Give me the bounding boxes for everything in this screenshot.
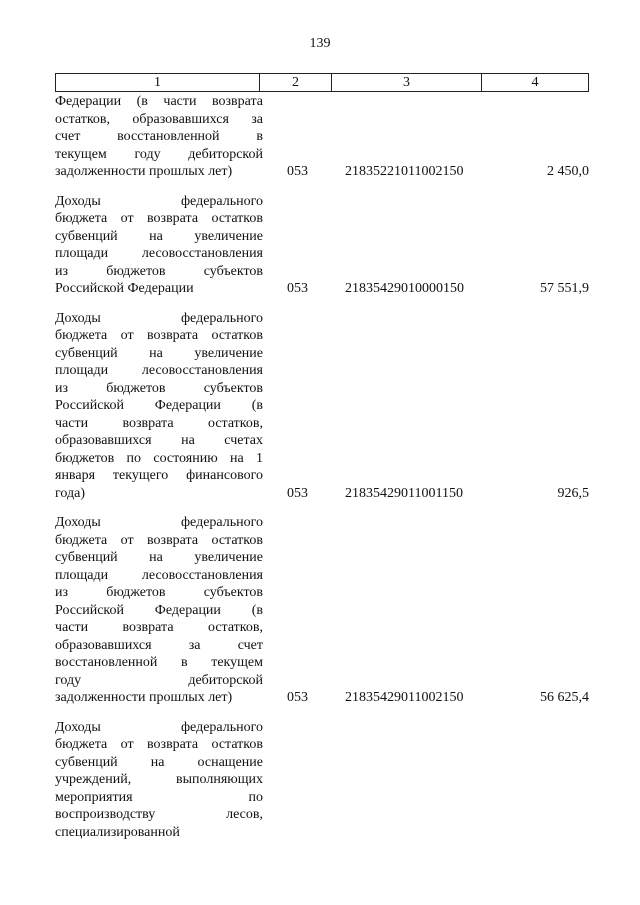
- column-header-1: 1: [56, 74, 260, 92]
- description-line: образовавшихся за счет: [55, 637, 263, 653]
- description-line: Российской Федерации (в: [55, 602, 263, 618]
- description-line: году дебиторской: [55, 672, 263, 688]
- description-line: мероприятия по: [55, 789, 263, 805]
- description-line: субвенций на увеличение: [55, 550, 263, 565]
- column-header-2: 2: [260, 74, 332, 92]
- row-description: [55, 514, 263, 707]
- budget-classification-code: 21835221011002150: [345, 164, 464, 179]
- row-description: [55, 719, 263, 842]
- description-line: бюджета от возврата остатков: [55, 532, 263, 548]
- column-header-4: 4: [482, 74, 589, 92]
- table-row: [55, 514, 589, 707]
- description-line: из бюджетов субъектов: [55, 380, 263, 396]
- description-last-line: задолженности прошлых лет): [55, 690, 233, 705]
- budget-classification-code: 21835429011002150: [345, 690, 464, 705]
- description-line: Доходы федерального: [55, 719, 263, 735]
- admin-code: 053: [287, 281, 308, 296]
- budget-classification-code: 21835429011001150: [345, 485, 463, 501]
- column-header-table: [55, 73, 589, 92]
- description-line: бюджета от возврата остатков: [55, 328, 263, 343]
- table-row: [55, 719, 589, 842]
- description-last-line: специализированной: [55, 824, 180, 840]
- description-last-line: Российской Федерации: [55, 281, 194, 296]
- table-row: [55, 93, 589, 181]
- amount: 2 450,0: [547, 164, 589, 179]
- description-line: текущем году дебиторской: [55, 146, 263, 162]
- description-line: из бюджетов субъектов: [55, 585, 263, 600]
- amount: 56 625,4: [540, 690, 589, 705]
- admin-code: 053: [287, 485, 308, 501]
- page-number: 139: [309, 36, 331, 51]
- description-line: Доходы федерального: [55, 310, 263, 326]
- description-line: остатков, образовавшихся за: [55, 111, 263, 127]
- description-line: части возврата остатков,: [55, 620, 263, 635]
- description-last-line: задолженности прошлых лет): [55, 164, 233, 179]
- description-line: бюджета от возврата остатков: [55, 737, 263, 752]
- description-line: части возврата остатков,: [55, 415, 263, 431]
- description-line: из бюджетов субъектов: [55, 263, 263, 279]
- description-line: учреждений, выполняющих: [55, 772, 263, 787]
- description-last-line: года): [55, 485, 85, 501]
- description-line: воспроизводству лесов,: [55, 807, 263, 822]
- column-header-3: 3: [332, 74, 482, 92]
- budget-rows: [55, 93, 589, 853]
- row-description: [55, 310, 263, 503]
- admin-code: 053: [287, 164, 308, 179]
- table-row: [55, 193, 589, 298]
- description-line: субвенций на оснащение: [55, 754, 263, 770]
- table-row: [55, 310, 589, 503]
- amount: 57 551,9: [540, 281, 589, 296]
- row-description: [55, 93, 263, 181]
- description-line: счет восстановленной в: [55, 129, 263, 144]
- amount: 926,5: [557, 485, 589, 501]
- description-line: Доходы федерального: [55, 193, 263, 209]
- description-line: Доходы федерального: [55, 515, 263, 530]
- description-line: бюджетов по состоянию на 1: [55, 450, 263, 466]
- description-line: субвенций на увеличение: [55, 345, 263, 361]
- admin-code: 053: [287, 690, 308, 705]
- description-line: восстановленной в текущем: [55, 655, 263, 670]
- row-description: [55, 193, 263, 298]
- description-line: Российской Федерации (в: [55, 398, 263, 413]
- description-line: площади лесовосстановления: [55, 246, 263, 261]
- description-line: января текущего финансового: [55, 468, 263, 483]
- budget-classification-code: 21835429010000150: [345, 281, 464, 296]
- description-line: площади лесовосстановления: [55, 363, 263, 378]
- description-line: образовавшихся на счетах: [55, 433, 263, 448]
- description-line: бюджета от возврата остатков: [55, 211, 263, 226]
- description-line: Федерации (в части возврата: [55, 94, 263, 109]
- description-line: субвенций на увеличение: [55, 228, 263, 244]
- description-line: площади лесовосстановления: [55, 567, 263, 583]
